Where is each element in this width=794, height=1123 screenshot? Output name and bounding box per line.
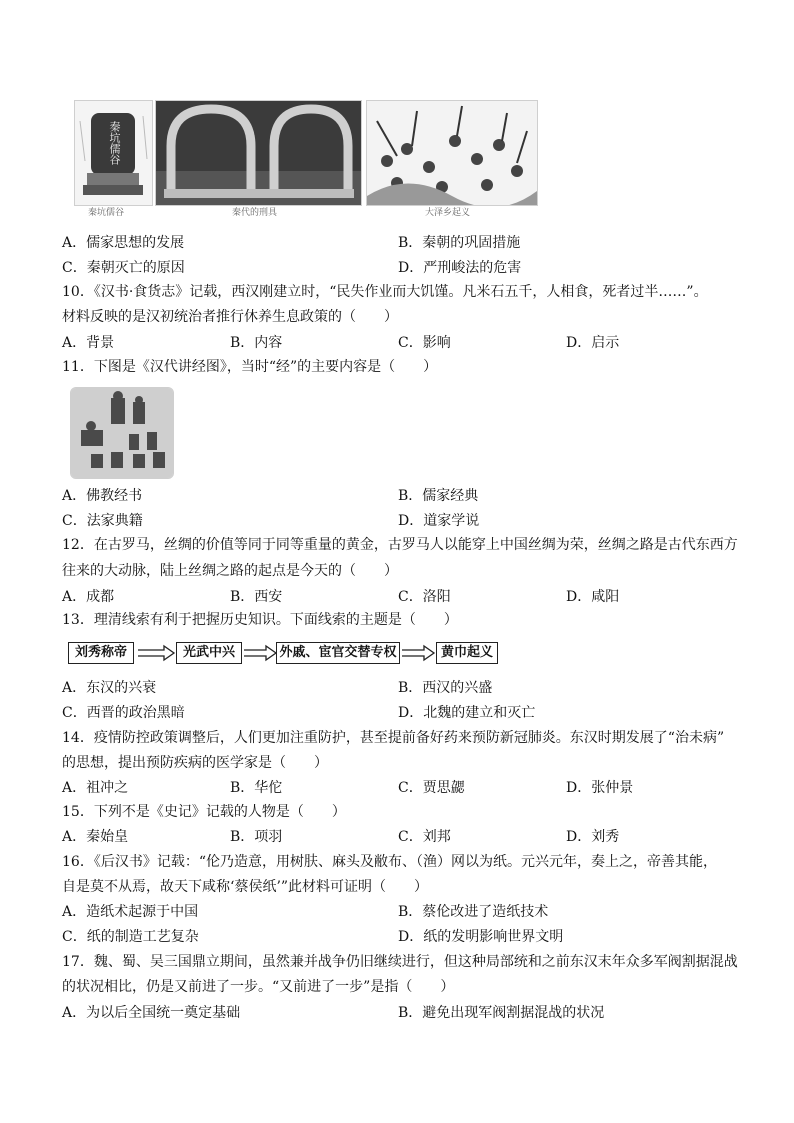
text-line: A．为以后全国统一奠定基础	[62, 1005, 241, 1021]
text-line: 11．下图是《汉代讲经图》，当时“经”的主要内容是（ ）	[62, 359, 438, 375]
text-line: D．刘秀	[566, 829, 620, 845]
text-line: A．东汉的兴衰	[62, 680, 157, 696]
text-line: D．纸的发明影响世界文明	[398, 929, 564, 945]
flow-arrow-icon	[138, 644, 176, 662]
text-line: A．秦始皇	[62, 829, 129, 845]
text-line: B．儒家经典	[398, 488, 479, 504]
text-line: 14．疫情防控政策调整后，人们更加注重防护，甚至提前备好药来预防新冠肺炎。东汉时期发展了“治未病”	[62, 730, 725, 746]
text-line: B．秦朝的巩固措施	[398, 235, 521, 251]
text-line: 10．《汉书·食货志》记载，西汉刚建立时，“民失作业而大饥馑。凡米石五千，人相食，死者过半……”。	[62, 284, 708, 300]
flow-step-3: 外戚、宦官交替专权	[276, 642, 400, 664]
text-line: D．咸阳	[566, 589, 620, 605]
text-line: 自是莫不从焉，故天下咸称‘蔡侯纸’”此材料可证明（ ）	[62, 879, 429, 895]
timeline-flow	[68, 642, 498, 666]
text-line: B．华佗	[230, 780, 283, 796]
text-line: C．洛阳	[398, 589, 451, 605]
text-line: 12．在古罗马，丝绸的价值等同于同等重量的黄金，古罗马人以能穿上中国丝绸为荣，丝绸之路是古代东西方	[62, 537, 738, 553]
caption-shackles: 秦代的刑具	[232, 208, 278, 218]
text-line: C．法家典籍	[62, 513, 143, 529]
text-line: C．影响	[398, 335, 451, 351]
stele-inscription: 秦坑儒谷	[108, 121, 121, 165]
caption-uprising: 大泽乡起义	[425, 208, 471, 218]
shackles-image	[155, 100, 362, 206]
lecture-image	[70, 387, 174, 479]
text-line: 15．下列不是《史记》记载的人物是（ ）	[62, 804, 346, 820]
flow-step-4: 黄巾起义	[436, 642, 498, 664]
text-line: B．蔡伦改进了造纸技术	[398, 904, 549, 920]
text-line: 材料反映的是汉初统治者推行休养生息政策的（ ）	[62, 309, 398, 325]
flow-step-1: 刘秀称帝	[68, 642, 134, 664]
text-line: C．秦朝灭亡的原因	[62, 260, 185, 276]
stele-image	[74, 100, 153, 206]
uprising-illustration	[367, 101, 537, 205]
text-line: 往来的大动脉，陆上丝绸之路的起点是今天的（ ）	[62, 563, 398, 579]
text-line: C．贾思勰	[398, 780, 465, 796]
text-line: 的思想，提出预防疾病的医学家是（ ）	[62, 755, 328, 771]
text-line: A．成都	[62, 589, 115, 605]
text-line: 16．《后汉书》记载：“伦乃造意，用树肤、麻头及敝布、（渔）网以为纸。元兴元年，奏上之，帝善其能，	[62, 854, 717, 870]
text-line: C．刘邦	[398, 829, 451, 845]
text-line: 17．魏、蜀、吴三国鼎立期间，虽然兼并战争仍旧继续进行，但这种局部统和之前东汉末年众多军阀割据混战	[62, 954, 738, 970]
text-line: A．儒家思想的发展	[62, 235, 185, 251]
text-line: B．避免出现军阀割据混战的状况	[398, 1005, 605, 1021]
text-line: A．祖冲之	[62, 780, 129, 796]
text-line: A．背景	[62, 335, 115, 351]
caption-stele: 秦坑儒谷	[88, 208, 125, 218]
text-line: B．西安	[230, 589, 283, 605]
text-line: 13．理清线索有利于把握历史知识。下面线索的主题是（ ）	[62, 612, 458, 628]
lecture-illustration	[71, 388, 173, 478]
text-line: D．张仲景	[566, 780, 634, 796]
text-line: B．项羽	[230, 829, 283, 845]
flow-arrow-icon	[244, 644, 278, 662]
text-line: D．严刑峻法的危害	[398, 260, 522, 276]
uprising-image	[366, 100, 538, 206]
flow-step-2: 光武中兴	[176, 642, 242, 664]
text-line: D．道家学说	[398, 513, 480, 529]
shackles-illustration	[156, 101, 361, 205]
text-line: B．内容	[230, 335, 283, 351]
text-line: 的状况相比，仍是又前进了一步。“又前进了一步”是指（ ）	[62, 979, 455, 995]
text-line: A．造纸术起源于中国	[62, 904, 199, 920]
text-line: C．西晋的政治黑暗	[62, 705, 185, 721]
text-line: C．纸的制造工艺复杂	[62, 929, 199, 945]
text-line: D．北魏的建立和灭亡	[398, 705, 536, 721]
text-line: B．西汉的兴盛	[398, 680, 493, 696]
text-line: A．佛教经书	[62, 488, 143, 504]
text-line: D．启示	[566, 335, 620, 351]
flow-arrow-icon	[402, 644, 436, 662]
